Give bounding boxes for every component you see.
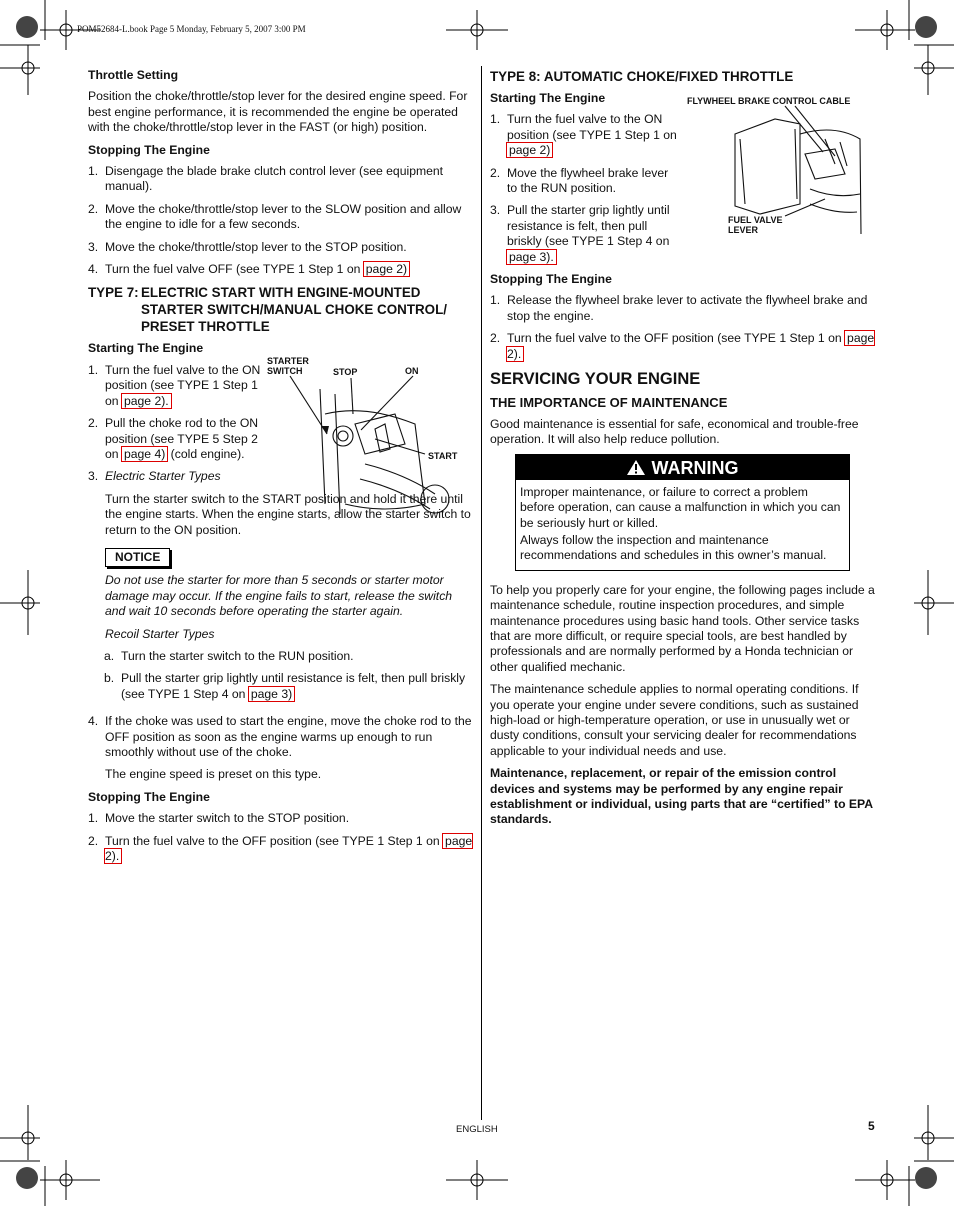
list-item: 3. Pull the starter grip lightly until resistance is felt, then pull briskly (see TYPE 1 Step 4 on page 3). [490, 203, 670, 264]
page-link[interactable]: page 2). [105, 833, 473, 864]
list-item: 4. If the choke was used to start the engine, move the choke rod to the OFF position as soon as the engine warms up enough to run smoothly without use of the choke. [88, 714, 472, 759]
list-item: 1. Release the flywheel brake lever to activate the flywheel brake and stop the engine. [490, 293, 868, 323]
starting-heading: Starting The Engine [490, 91, 606, 105]
figure-label: ON [405, 366, 419, 376]
throttle-text: Position the choke/throttle/stop lever for the desired engine speed. For best engine performance, it is recommended the engine be operated with the choke/throttle/stop lever in the FAST (or high) position. [88, 89, 468, 135]
warning-triangle-icon [626, 459, 646, 476]
page-link[interactable]: page 2). [507, 331, 875, 361]
preset-text: The engine speed is preset on this type. [105, 767, 322, 782]
page-link[interactable]: page 2) [365, 262, 408, 277]
column-divider [481, 66, 482, 1120]
figure-label: START [428, 451, 458, 461]
list-item: 3. Move the choke/throttle/stop lever to the STOP position. [88, 239, 407, 254]
stopping-heading: Stopping The Engine [490, 272, 612, 287]
page-link[interactable]: page 4) [123, 446, 166, 461]
warning-text: Improper maintenance, or failure to correct a problem before operation, can cause a malfunction in which you can be seriously hurt or killed. [520, 484, 841, 530]
list-item: 2. Turn the fuel valve to the OFF position (see TYPE 1 Step 1 on page 2). [88, 833, 473, 864]
list-item: b. Pull the starter grip lightly until resistance is felt, then pull briskly (see TYPE 1 Step 4 on page 3) [104, 671, 466, 701]
list-item: 1. Turn the fuel valve to the ON position (see TYPE 1 Step 1 on page 2) [490, 112, 677, 158]
list-item: 4. Turn the fuel valve OFF (see TYPE 1 Step 1 on page 2) [88, 262, 408, 277]
starter-instructions: Turn the starter switch to the START position and hold it there until the engine starts. When the engine starts, allow the starter switch to return to the ON position. [105, 491, 471, 537]
figure-label: FUEL VALVE LEVER [728, 215, 783, 235]
list-item: 2. Move the flywheel brake lever to the RUN position. [490, 165, 669, 196]
warning-box [515, 454, 850, 570]
warning-header [516, 455, 849, 479]
type8-heading: TYPE 8: AUTOMATIC CHOKE/FIXED THROTTLE [490, 69, 794, 84]
figure-label: FLYWHEEL BRAKE CONTROL CABLE [687, 96, 851, 106]
notice-label: NOTICE [105, 548, 170, 567]
type7-heading: TYPE 7: ELECTRIC START WITH ENGINE-MOUNTED STARTER SWITCH/MANUAL CHOKE CONTROL/ PRESET THROTTLE [88, 285, 447, 335]
stopping-heading: Stopping The Engine [88, 789, 210, 804]
list-item: 2. Turn the fuel valve to the OFF position (see TYPE 1 Step 1 on page 2). [490, 331, 875, 361]
page-link[interactable]: page 3) [250, 686, 293, 701]
list-item: 1. Move the starter switch to the STOP position. [88, 811, 350, 826]
notice-text: Do not use the starter for more than 5 seconds or starter motor damage may occur. If the engine fails to start, release the switch and wait 10 seconds before operating the starter again. [105, 573, 453, 619]
footer-language: ENGLISH [456, 1124, 498, 1135]
maintenance-paragraph: To help you properly care for your engine, the following pages include a maintenance schedule, routine inspection procedures, and simple maintenance procedures using basic hand tools. Other service tasks that are more difficult, or require special tools, are best handled by professionals and are normally performed by a Honda technician or other qualified mechanic. [490, 582, 875, 674]
flywheel-brake-figure [685, 94, 875, 242]
list-item: 1. Turn the fuel valve to the ON position (see TYPE 1 Step 1 on page 2). [88, 362, 261, 408]
list-item: a. Turn the starter switch to the RUN position. [104, 648, 354, 663]
stopping-heading: Stopping The Engine [88, 142, 210, 157]
emission-paragraph: Maintenance, replacement, or repair of the emission control devices and systems may be performed by any engine repair establishment or individual, using parts that are “certified” to EPA standards. [490, 766, 873, 827]
list-item: 3. Electric Starter Types [88, 469, 221, 484]
warning-title: WARNING [651, 458, 739, 479]
book-header: POM52684-L.book Page 5 Monday, February 5, 2007 3:00 PM [77, 24, 306, 34]
figure-label: STOP [333, 367, 358, 377]
importance-heading: THE IMPORTANCE OF MAINTENANCE [490, 394, 728, 410]
recoil-heading: Recoil Starter Types [105, 626, 215, 641]
list-item: 2. Pull the choke rod to the ON position (see TYPE 5 Step 2 on page 4) (cold engine). [88, 416, 259, 461]
servicing-heading: SERVICING YOUR ENGINE [490, 370, 701, 389]
warning-text: Always follow the inspection and maintenance recommendations and schedules in this owner’s manual. [520, 532, 827, 563]
starter-switch-figure [265, 354, 470, 519]
page-number: 5 [868, 1119, 875, 1133]
figure-label: STARTER SWITCH [267, 356, 309, 376]
page-link[interactable]: page 3). [509, 249, 554, 264]
starting-heading: Starting The Engine [88, 341, 204, 356]
engine-switch-illustration [265, 354, 470, 519]
page-link[interactable]: page 2) [509, 143, 551, 158]
importance-text: Good maintenance is essential for safe, economical and trouble-free operation. It will also help reduce pollution. [490, 416, 859, 446]
list-item: 2. Move the choke/throttle/stop lever to the SLOW position and allow the engine to idle for a few seconds. [88, 201, 462, 232]
list-item: 1. Disengage the blade brake clutch control lever (see equipment manual). [88, 164, 444, 194]
throttle-heading: Throttle Setting [88, 68, 179, 82]
engine-cable-illustration [685, 94, 875, 242]
maintenance-paragraph: The maintenance schedule applies to normal operating conditions. If you operate your engine under severe conditions, such as sustained high-load or high-temperature operation, or use in unusually wet or dusty conditions, consult your servicing dealer for recommendations applicable to your individual needs and use. [490, 682, 859, 758]
page-link[interactable]: page 2). [123, 393, 169, 408]
